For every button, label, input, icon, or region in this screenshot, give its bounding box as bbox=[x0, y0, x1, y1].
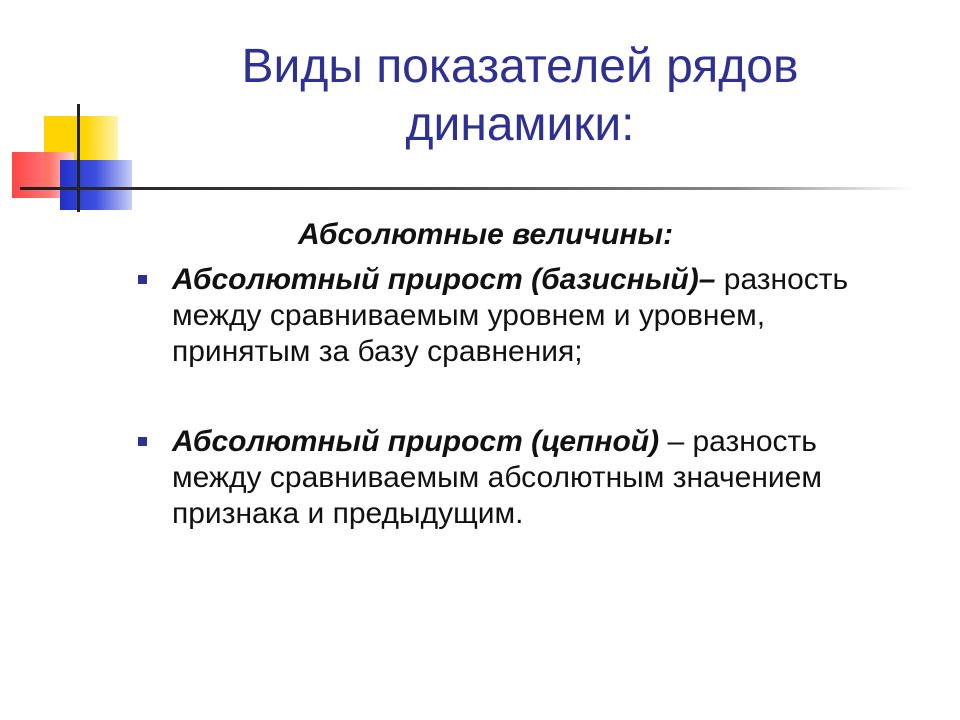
list-item bbox=[132, 424, 902, 532]
square-bullet-icon bbox=[138, 437, 147, 446]
bullet-definition: разность между сравниваемым абсолютным значением признака и предыдущим. bbox=[172, 425, 822, 530]
list-item bbox=[132, 262, 902, 370]
title-underline-rule bbox=[44, 187, 914, 190]
bullet-separator: – bbox=[659, 425, 693, 458]
blue-square-shape bbox=[60, 160, 132, 210]
vertical-rule bbox=[77, 104, 80, 212]
square-bullet-icon bbox=[138, 275, 147, 284]
bullet-list bbox=[132, 262, 902, 532]
bullet-term: Абсолютный прирост (базисный)– bbox=[172, 263, 716, 296]
section-subtitle: Абсолютные величины: bbox=[298, 218, 674, 251]
bullet-term: Абсолютный прирост (цепной) bbox=[172, 425, 660, 458]
slide-title: Виды показателей рядов динамики: bbox=[241, 40, 799, 151]
bullet-definition: разность между сравниваемым уровнем и уровнем, принятым за базу сравнения; bbox=[172, 263, 849, 368]
